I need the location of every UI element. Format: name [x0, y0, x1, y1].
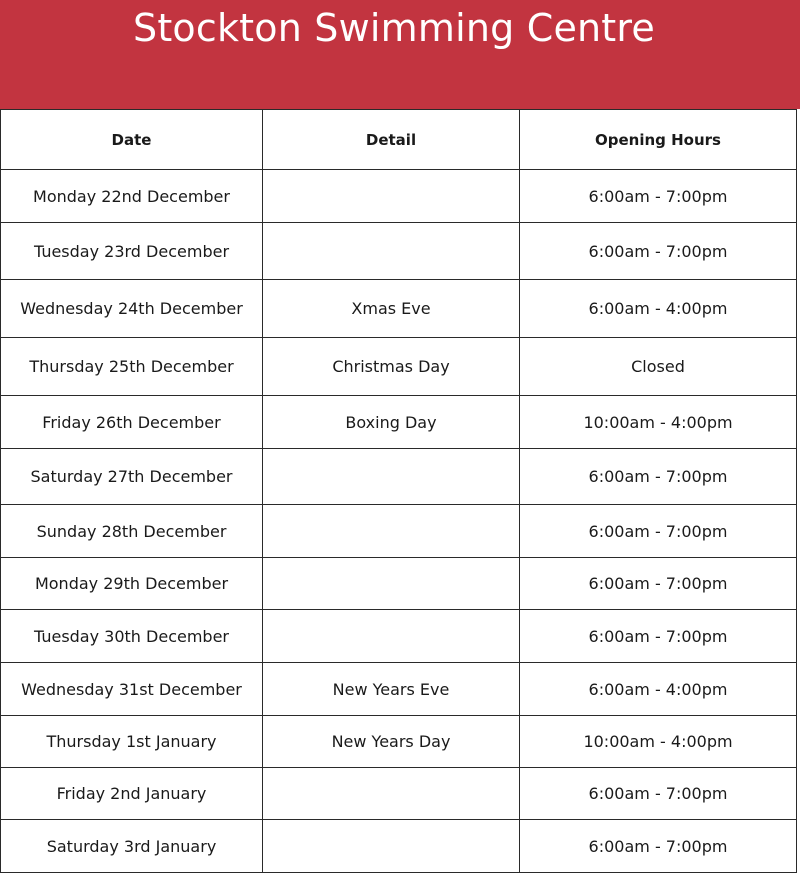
date-cell: Thursday 25th December	[1, 338, 263, 396]
detail-cell	[263, 768, 520, 820]
table-row	[1, 505, 797, 558]
hours-cell: 6:00am - 7:00pm	[520, 558, 797, 610]
table-row	[1, 280, 797, 338]
date-cell: Monday 29th December	[1, 558, 263, 610]
detail-cell	[263, 170, 520, 223]
page-title: Stockton Swimming Centre	[133, 6, 655, 50]
date-cell: Wednesday 24th December	[1, 280, 263, 338]
column-header-date: Date	[1, 110, 263, 170]
table-row	[1, 223, 797, 280]
detail-cell: New Years Day	[263, 716, 520, 768]
table-row	[1, 610, 797, 663]
date-cell: Tuesday 23rd December	[1, 223, 263, 280]
hours-cell: 6:00am - 4:00pm	[520, 280, 797, 338]
hours-cell: 6:00am - 7:00pm	[520, 223, 797, 280]
detail-cell	[263, 449, 520, 505]
opening-hours-table	[0, 109, 797, 873]
table-row	[1, 170, 797, 223]
date-cell: Saturday 3rd January	[1, 820, 263, 873]
detail-cell	[263, 610, 520, 663]
table-header-row	[1, 110, 797, 170]
table-row	[1, 768, 797, 820]
hours-cell: 6:00am - 7:00pm	[520, 170, 797, 223]
table-row	[1, 558, 797, 610]
table-row	[1, 716, 797, 768]
date-cell: Tuesday 30th December	[1, 610, 263, 663]
detail-cell	[263, 505, 520, 558]
hours-cell: 10:00am - 4:00pm	[520, 396, 797, 449]
hours-cell: Closed	[520, 338, 797, 396]
detail-cell: New Years Eve	[263, 663, 520, 716]
hours-cell: 10:00am - 4:00pm	[520, 716, 797, 768]
date-cell: Friday 2nd January	[1, 768, 263, 820]
table-row	[1, 449, 797, 505]
date-cell: Wednesday 31st December	[1, 663, 263, 716]
page-header	[0, 0, 800, 109]
hours-cell: 6:00am - 7:00pm	[520, 449, 797, 505]
detail-cell: Christmas Day	[263, 338, 520, 396]
date-cell: Saturday 27th December	[1, 449, 263, 505]
hours-cell: 6:00am - 4:00pm	[520, 663, 797, 716]
column-header-opening-hours: Opening Hours	[520, 110, 797, 170]
detail-cell	[263, 223, 520, 280]
hours-cell: 6:00am - 7:00pm	[520, 610, 797, 663]
hours-cell: 6:00am - 7:00pm	[520, 505, 797, 558]
hours-cell: 6:00am - 7:00pm	[520, 820, 797, 873]
detail-cell: Boxing Day	[263, 396, 520, 449]
table-row	[1, 396, 797, 449]
hours-cell: 6:00am - 7:00pm	[520, 768, 797, 820]
detail-cell: Xmas Eve	[263, 280, 520, 338]
table-row	[1, 338, 797, 396]
detail-cell	[263, 558, 520, 610]
column-header-detail: Detail	[263, 110, 520, 170]
date-cell: Sunday 28th December	[1, 505, 263, 558]
date-cell: Friday 26th December	[1, 396, 263, 449]
table-row	[1, 663, 797, 716]
date-cell: Thursday 1st January	[1, 716, 263, 768]
date-cell: Monday 22nd December	[1, 170, 263, 223]
